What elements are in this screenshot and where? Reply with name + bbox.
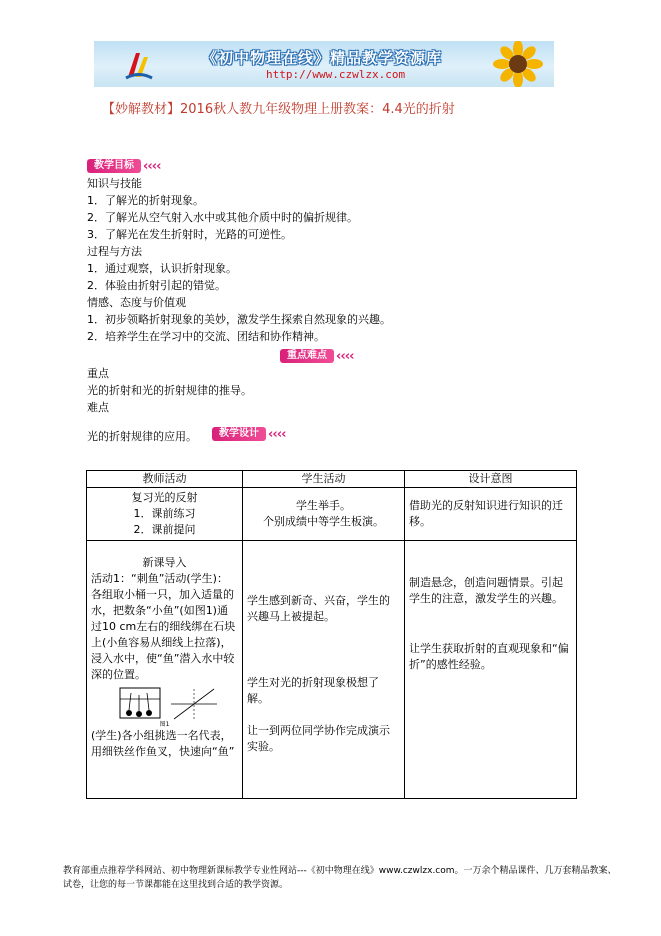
key-heading: 重点 — [87, 367, 109, 380]
column-header: 教师活动 — [87, 471, 243, 488]
goals-item: 1．通过观察，认识折射现象。 — [87, 262, 237, 275]
goals-heading-process: 过程与方法 — [87, 245, 142, 258]
sunflower-icon — [488, 41, 548, 87]
cell-line: 个别成绩中等学生板演。 — [263, 515, 384, 528]
section-tag-label: 教学目标 — [87, 159, 141, 173]
cell-line: 让一到两位同学协作完成演示实验。 — [247, 724, 390, 753]
difficulty-heading: 难点 — [87, 401, 109, 414]
table-row — [87, 541, 577, 799]
cell-line: 各组取小桶一只，加入适量的水，把数条“小鱼”(如图1)通过10 cm左右的细线绑在石块上(小鱼容易从细线上拉落)，浸入水中，使“鱼”潜入水中较深的位置。 — [91, 588, 236, 681]
document-title: 【妙解教材】2016秋人教九年级物理上册教案：4.4光的折射 — [102, 102, 455, 117]
section-tag-key — [280, 348, 353, 364]
cell-line: 制造悬念，创造问题情景。引起学生的注意，激发学生的兴趣。 — [409, 576, 563, 605]
table-header-row — [87, 471, 577, 488]
cell-line: (学生)各小组挑选一名代表，用细铁丝作鱼叉，快速向“鱼” — [91, 729, 235, 758]
cell-line: 学生举手。 — [296, 499, 351, 512]
cell-line: 新课导入 — [142, 556, 187, 569]
design-intent-cell — [405, 488, 577, 541]
cell-line: 复习光的反射 — [131, 491, 198, 504]
section-tag-design — [212, 426, 285, 442]
goals-heading-attitude: 情感、态度与价值观 — [87, 296, 186, 309]
cell-line: 借助光的反射知识进行知识的迁移。 — [409, 499, 563, 528]
column-header: 设计意图 — [405, 471, 577, 488]
teacher-activity-cell — [87, 541, 243, 799]
teacher-activity-cell — [87, 488, 243, 541]
section-tag-goals — [87, 158, 160, 174]
header-banner — [94, 41, 554, 87]
banner-title: 《初中物理在线》精品教学资源库 — [202, 49, 443, 67]
lesson-plan-table — [86, 470, 577, 799]
page-footer: 教育部重点推荐学科网站、初中物理新课标教学专业性网站---《初中物理在线》www.czwlzx.com。一万余个精品课件、几万套精品教案、试卷，让您的每一节课都能在这里找到合适的教学资源。 — [63, 866, 617, 890]
cell-line: 2．课前提问 — [133, 523, 196, 536]
chevrons-icon: ‹‹‹‹ — [336, 348, 354, 364]
design-intent-cell — [405, 541, 577, 799]
cell-line: 学生对光的折射现象极想了解。 — [247, 676, 379, 705]
goals-item: 1．了解光的折射现象。 — [87, 194, 204, 207]
chevrons-icon: ‹‹‹‹ — [143, 158, 161, 174]
column-header: 学生活动 — [243, 471, 405, 488]
cell-line: 活动1：“刺鱼”活动(学生)： — [91, 572, 228, 585]
goals-item: 2．培养学生在学习中的交流、团结和协作精神。 — [87, 330, 325, 343]
goals-item: 2．体验由折射引起的错觉。 — [87, 279, 226, 292]
table-row — [87, 488, 577, 541]
cell-line: 1．课前练习 — [133, 507, 196, 520]
site-logo-icon — [124, 47, 154, 81]
section-tag-label: 教学设计 — [212, 427, 266, 441]
student-activity-cell — [243, 488, 405, 541]
cell-line: 学生感到新奇、兴奋，学生的兴趣马上被提起。 — [247, 594, 390, 623]
goals-item: 2．了解光从空气射入水中或其他介质中时的偏折规律。 — [87, 211, 358, 224]
key-text: 光的折射和光的折射规律的推导。 — [87, 384, 252, 397]
difficulty-text: 光的折射规律的应用。 — [87, 430, 197, 443]
banner-url[interactable]: http://www.czwlzx.com — [266, 68, 406, 81]
goals-heading-knowledge: 知识与技能 — [87, 177, 142, 190]
student-activity-cell — [243, 541, 405, 799]
chevrons-icon: ‹‹‹‹ — [268, 426, 286, 442]
goals-item: 1．初步领略折射现象的美妙，激发学生探索自然现象的兴趣。 — [87, 313, 391, 326]
figure-caption: 图1 — [159, 721, 170, 728]
fish-bucket-figure-icon — [119, 687, 219, 721]
cell-line: 让学生获取折射的直观现象和“偏折”的感性经验。 — [409, 642, 569, 671]
goals-item: 3．了解光在发生折射时，光路的可逆性。 — [87, 228, 292, 241]
section-tag-label: 重点难点 — [280, 349, 334, 363]
